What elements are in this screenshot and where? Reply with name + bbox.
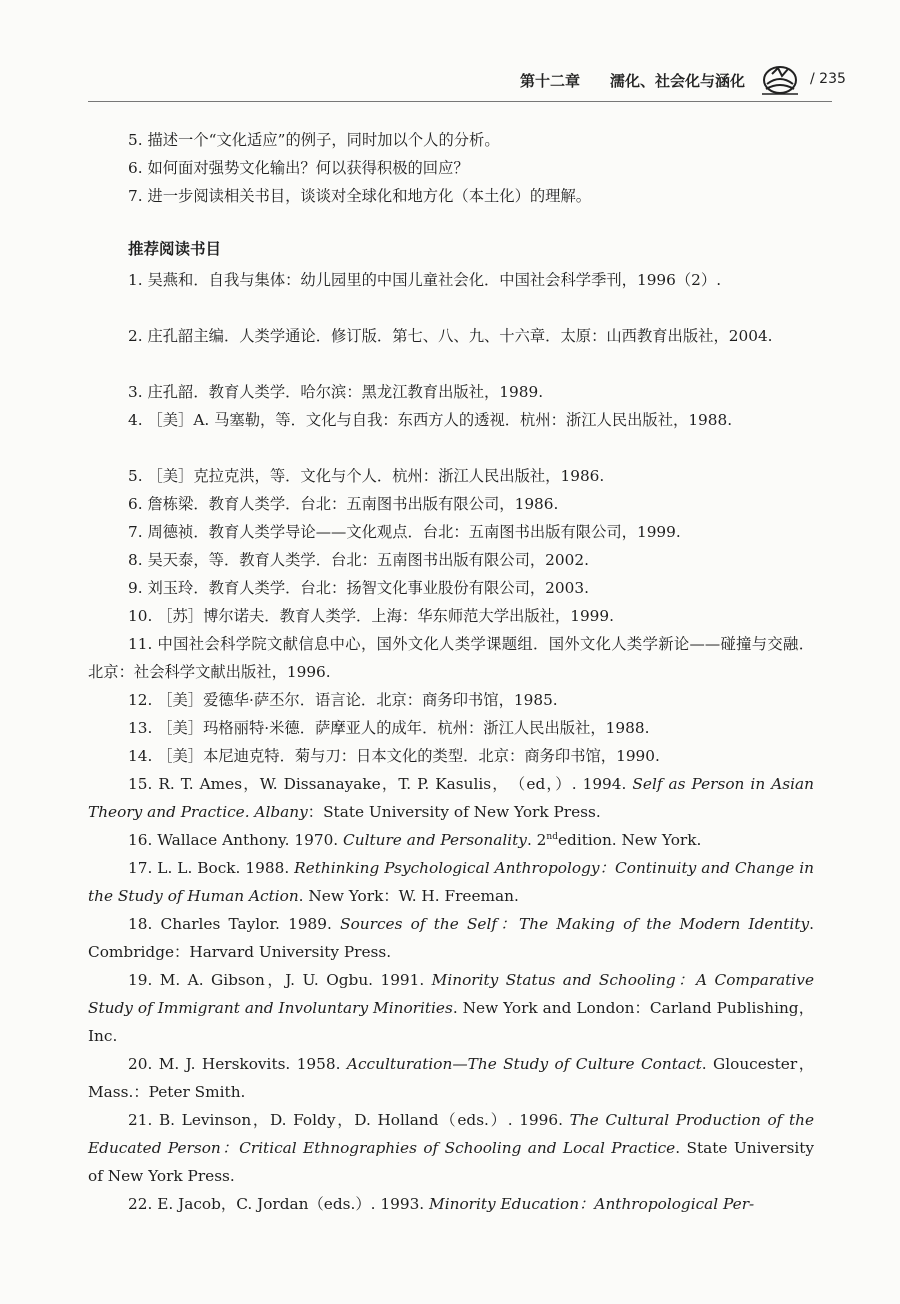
reference-18-authors: 18. Charles Taylor. 1989.: [128, 915, 341, 933]
reference-21-authors: 21. B. Levinson，D. Foldy，D. Holland（eds.）. 1996.: [128, 1111, 570, 1129]
reference-18: [88, 910, 814, 966]
reference-10: 10. ［苏］博尔诺夫．教育人类学．上海：华东师范大学出版社，1999.: [128, 607, 614, 625]
reading-heading: 推荐阅读书目: [128, 240, 222, 258]
chapter-label: 第十二章: [520, 72, 581, 90]
reference-16-place: edition. New York.: [557, 831, 702, 849]
reference-15-authors: 15. R. T. Ames，W. Dissanayake，T. P. Kasulis， （ed，）. 1994.: [128, 775, 633, 793]
reference-13: 13. ［美］玛格丽特·米德．萨摩亚人的成年．杭州：浙江人民出版社，1988.: [128, 719, 650, 737]
reference-2: 2. 庄孔韶主编．人类学通论．修订版．第七、八、九、十六章．太原：山西教育出版社，2004.: [128, 327, 773, 345]
header-rule: [88, 101, 832, 102]
reference-15-publisher: ：State University of New York Press.: [307, 803, 601, 821]
reference-17-authors: 17. L. L. Bock. 1988.: [128, 859, 295, 877]
reference-20: [88, 1050, 814, 1106]
reference-19-title: Minority Status and Schooling：A Comparative Study of Immigrant and Involuntary Minorities: [88, 971, 814, 1017]
reference-20-authors: 20. M. J. Herskovits. 1958.: [128, 1055, 347, 1073]
running-header: [520, 64, 850, 100]
reference-16-edition: . 2: [526, 831, 547, 849]
question-7: 7. 进一步阅读相关书目，谈谈对全球化和地方化（本土化）的理解。: [128, 187, 592, 205]
reference-16-title: Culture and Personality: [343, 831, 527, 849]
reference-17-publisher: . New York：W. H. Freeman.: [298, 887, 519, 905]
reference-21: [88, 1106, 814, 1190]
reference-9: 9. 刘玉玲．教育人类学．台北：扬智文化事业股份有限公司，2003.: [128, 579, 589, 597]
reference-22-authors: 22. E. Jacob，C. Jordan（eds.）. 1993.: [128, 1195, 430, 1213]
reference-16-authors: 16. Wallace Anthony. 1970.: [128, 831, 344, 849]
reference-16: [88, 826, 814, 854]
question-6: 6. 如何面对强势文化输出？何以获得积极的回应？: [128, 159, 469, 177]
reference-19-publisher: . New York and London：Carland Publishing，Inc.: [88, 999, 814, 1045]
reference-17: [88, 854, 814, 910]
reference-1: 1. 吴燕和．自我与集体：幼儿园里的中国儿童社会化．中国社会科学季刊，1996（2）.: [128, 271, 722, 289]
chapter-title: 濡化、社会化与涵化: [610, 72, 746, 90]
chapter-badge-icon: [758, 64, 804, 98]
reference-18-publisher: . Combridge：Harvard University Press.: [88, 915, 814, 961]
question-5: 5. 描述一个“文化适应”的例子，同时加以个人的分析。: [128, 131, 500, 149]
reference-15: [88, 770, 814, 826]
reference-22: [88, 1190, 814, 1218]
reference-19-authors: 19. M. A. Gibson，J. U. Ogbu. 1991.: [128, 971, 432, 989]
reference-21-publisher: . State University of New York Press.: [88, 1139, 814, 1185]
reference-3: 3. 庄孔韶．教育人类学．哈尔滨：黑龙江教育出版社，1989.: [128, 383, 544, 401]
reference-22-title: Minority Education：Anthropological Per-: [429, 1195, 755, 1213]
reference-21-title: The Cultural Production of the Educated Person：Critical Ethnographies of Schooling and Local Practice: [88, 1111, 814, 1157]
reference-20-title: Acculturation—The Study of Culture Contact: [346, 1055, 702, 1073]
reference-18-title: Sources of the Self：The Making of the Modern Identity: [340, 915, 810, 933]
reference-6: 6. 詹栋梁．教育人类学．台北：五南图书出版有限公司，1986.: [128, 495, 559, 513]
reference-15-title: Self as Person in Asian Theory and Practice. Albany: [88, 775, 814, 821]
reference-11: 11. 中国社会科学院文献信息中心，国外文化人类学课题组．国外文化人类学新论——碰撞与交融．北京：社会科学文献出版社，1996.: [88, 635, 814, 681]
reference-16-sup: nd: [546, 831, 558, 842]
reference-14: 14. ［美］本尼迪克特．菊与刀：日本文化的类型．北京：商务印书馆，1990.: [128, 747, 660, 765]
reference-17-title: Rethinking Psychological Anthropology：Continuity and Change in the Study of Human Action: [88, 859, 815, 905]
reference-5: 5. ［美］克拉克洪，等．文化与个人．杭州：浙江人民出版社，1986.: [128, 467, 605, 485]
reference-8: 8. 吴天泰，等．教育人类学．台北：五南图书出版有限公司，2002.: [128, 551, 589, 569]
page-number: / 235: [810, 71, 846, 87]
reference-7: 7. 周德祯．教育人类学导论——文化观点．台北：五南图书出版有限公司，1999.: [128, 523, 681, 541]
reference-19: [88, 966, 814, 1050]
reference-12: 12. ［美］爱德华·萨丕尔．语言论．北京：商务印书馆，1985.: [128, 691, 558, 709]
reference-4: 4. ［美］A. 马塞勒，等．文化与自我：东西方人的透视．杭州：浙江人民出版社，1988.: [128, 411, 733, 429]
reference-20-publisher: . Gloucester，Mass.：Peter Smith.: [88, 1055, 814, 1101]
